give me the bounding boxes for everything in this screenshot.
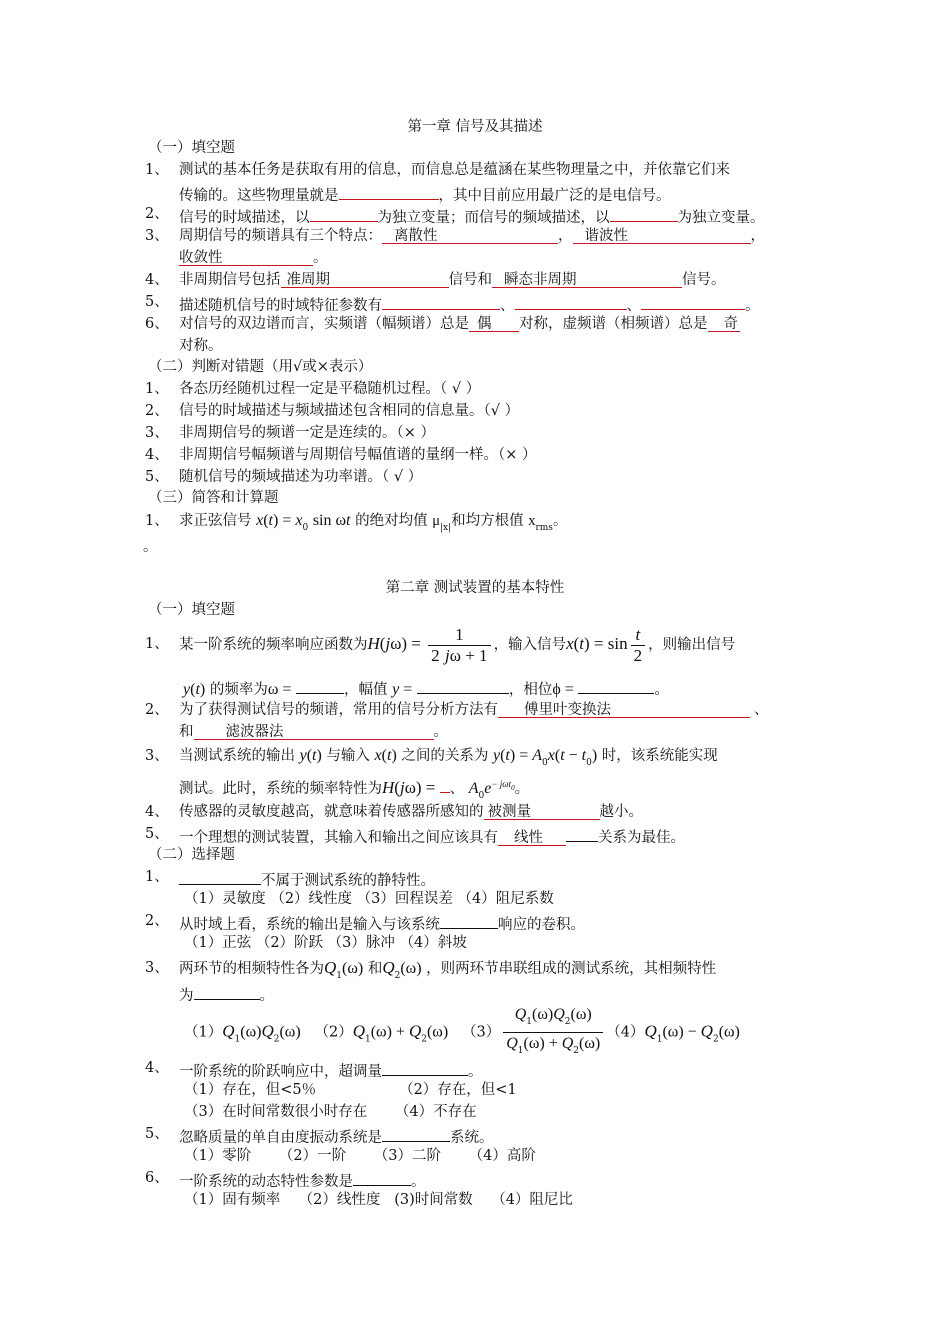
document-page: 第一章 信号及其描述 （一）填空题 1、 测试的基本任务是获取有用的信息，而信息总是蕴涵在某些物理量之中，并依靠它们来 传输的。这些物理量就是 ，其中目前应用最广泛的是电信号。 2、 信号的时域描述，以 为独立变量；而信号的频域描述，以 为独立变量。 3、 周期信号的频谱具有三个特点： 离散性 ， 谐波性 ， 收敛性 。 4、 非周期信号包括 准周期 信号和 瞬态非周期 信号。 5、 描述随机信号的时域特征参数有 、 、 。 6、 对信号的双边谱而言，实频谱（幅频谱）总是 偶 对称，虚频谱（相频谱）总是 奇 对称。 （二）判断对错题（用√或×表示） 1、 各态历经随机过程一定是平稳随机过程。（ √ ） 2、 信号的时域描述与频域描述包含相同的信息量。（√ ） 3、 非周期信号的频谱一定是连续的。（× ） 4、 非周期信号幅频谱与周期信号幅值谱的量纲一样。（× ） 5、 随机信号的频域描述为功率谱。（ √ ） （三）简答和计算题 1、 求正弦信号 $x(t) = x_0$ sin ωt 的绝对均值 $\mu_{|x|}$和均方根值 $x_{rms}$。 。 第二章 测试装置的基本特性 （一）填空题 1、 某一阶系统的频率响应函数为H(jω) = $\frac{1}{2 j\omega + 1}$ ，输入信号x(t) = sin $\frac{t}{2}$ ，则输出信号 y(t) 的频率为ω = ，幅值 y = ，相位ϕ = 。 2、 为了获得测试信号的频谱，常用的信号分析方法有 傅里叶变换法 、 和 滤波器法 。 3、 当测试系统的输出 y(t) 与输入 x(t) 之间的关系为 $y(t) = A_0x(t - t_0)$ 时，该系统能实现 测试。此时，系统的频率特性为H(jω) = 、 $A_0e^{- j\omega t_0}$。 4、 传感器的灵敏度越高，就意味着传感器所感知的 被测量 越小。 5、 一个理想的测试装置，其输入和输出之间应该具有 线性 关系为最佳。 （二）选择题 1、 不属于测试系统的静特性。 （1）灵敏度 （2）线性度 （3）回程误差 （4）阻尼系数 2、 从时域上看，系统的输出是输入与该系统 响应的卷积。 （1）正弦 （2）阶跃 （3）脉冲 （4）斜坡 3、 两环节的相频特性各为$Q_1(\omega)$ 和$Q_2(\omega)$ ，则两环节串联组成的测试系统，其相频特性 为 。 $(1)Q_1(\omega)Q_2(\omega)$ $(2)Q_1(\omega) + Q_2(\omega)$ （3） $\frac{Q_1(\omega)Q_2(\omega)}{Q_1(\omega) + Q_2(\omega)}$ $(4)Q_1(\omega) - Q_2(\omega)$ 4、 一阶系统的阶跃响应中，超调量 。 （1）存在，但<5％ （2）存在，但<1 （3）在时间常数很小时存在 （4）不存在 5、 忽略质量的单自由度振动系统是 系统。 （1）零阶 （2）一阶 （3）二阶 （4）高阶 6、 一阶系统的动态特性参数是 。 （1）固有频率 （2）线性度 (3)时间常数 （4）阻尼比 <box>0 0 950 1344</box>
answer-blank[interactable] <box>440 775 450 793</box>
answer-blank[interactable] <box>382 292 500 310</box>
answer-blank[interactable]: 瞬态非周期 <box>492 270 682 288</box>
answer-blank[interactable] <box>382 1058 468 1076</box>
choice-options: （3）在时间常数很小时存在 （4）不存在 <box>184 1104 477 1120</box>
answer-blank[interactable]: 谐波性 <box>573 226 751 244</box>
choice-options: $(1)Q_1(\omega)Q_2(\omega)$ $(2)Q_1(\omega) + Q_2(\omega)$ （3） $\frac{Q_1(\omega)Q_2(\omega)}{Q_1(\omega) + Q_2(\omega)}$ $(4)Q_1(\omega) - Q_2(\omega)$ <box>184 1006 740 1056</box>
answer-blank[interactable]: 线性 <box>498 828 566 846</box>
answer-blank[interactable]: 收敛性 <box>179 248 313 266</box>
answer-blank[interactable] <box>641 292 745 310</box>
answer-blank[interactable] <box>566 824 598 842</box>
section-heading: （一）填空题 <box>148 140 235 156</box>
answer-blank[interactable] <box>194 982 260 1000</box>
choice-options: （1）存在，但<5％ （2）存在，但<1 <box>184 1082 517 1098</box>
answer-blank[interactable] <box>339 182 439 200</box>
choice-options: （1）零阶 （2）一阶 （3）二阶 （4）高阶 <box>184 1148 536 1164</box>
question-text: 和 滤波器法 。 <box>179 724 448 740</box>
stray-mark: 。 <box>143 539 158 555</box>
section-heading: （三）简答和计算题 <box>148 490 279 506</box>
section-heading: （一）填空题 <box>148 602 235 618</box>
section-heading: （二）选择题 <box>148 847 235 863</box>
answer-blank[interactable]: 奇 <box>708 314 740 332</box>
answer-blank[interactable] <box>610 204 678 222</box>
chapter-1-title: 第一章 信号及其描述 <box>407 119 543 135</box>
answer-blank[interactable] <box>310 204 378 222</box>
answer-blank[interactable] <box>382 1124 450 1142</box>
answer-blank[interactable] <box>179 867 261 885</box>
question-text: 收敛性 。 <box>179 250 328 266</box>
answer-blank[interactable] <box>353 1168 411 1186</box>
answer-blank[interactable]: 被测量 <box>484 802 600 820</box>
answer-blank[interactable]: 准周期 <box>281 270 449 288</box>
choice-options: （1）灵敏度 （2）线性度 （3）回程误差 （4）阻尼系数 <box>184 891 554 907</box>
question-text: 为 。 <box>179 982 274 1006</box>
choice-options: （1）正弦 （2）阶跃 （3）脉冲 （4）斜坡 <box>184 935 467 951</box>
answer-blank[interactable] <box>515 292 627 310</box>
answer-blank[interactable]: 傅里叶变换法 <box>498 700 750 718</box>
answer-blank[interactable] <box>417 676 509 694</box>
section-heading: （二）判断对错题（用√或×表示） <box>148 359 373 375</box>
answer-blank[interactable]: 离散性 <box>382 226 558 244</box>
question-text: 传输的。这些物理量就是 ，其中目前应用最广泛的是电信号。 <box>179 182 671 206</box>
transfer-function-fraction: $\frac{1}{2 j\omega + 1}$ <box>428 625 490 666</box>
answer-blank[interactable]: 偶 <box>469 314 519 332</box>
answer-blank[interactable] <box>578 676 654 694</box>
question-text: y(t) 的频率为ω = ，幅值 y = ，相位ϕ = 。 <box>183 676 669 700</box>
question-text: 对称。 <box>179 338 223 354</box>
answer-blank[interactable] <box>296 676 344 694</box>
choice-options: （1）固有频率 （2）线性度 (3)时间常数 （4）阻尼比 <box>184 1192 573 1208</box>
chapter-2-title: 第二章 测试装置的基本特性 <box>385 580 565 596</box>
question-text: 测试。此时，系统的频率特性为H(jω) = 、 $A_0e^{- j\omega t_0}$。 <box>179 774 529 806</box>
answer-blank[interactable]: 滤波器法 <box>194 722 434 740</box>
answer-blank[interactable] <box>440 911 498 929</box>
